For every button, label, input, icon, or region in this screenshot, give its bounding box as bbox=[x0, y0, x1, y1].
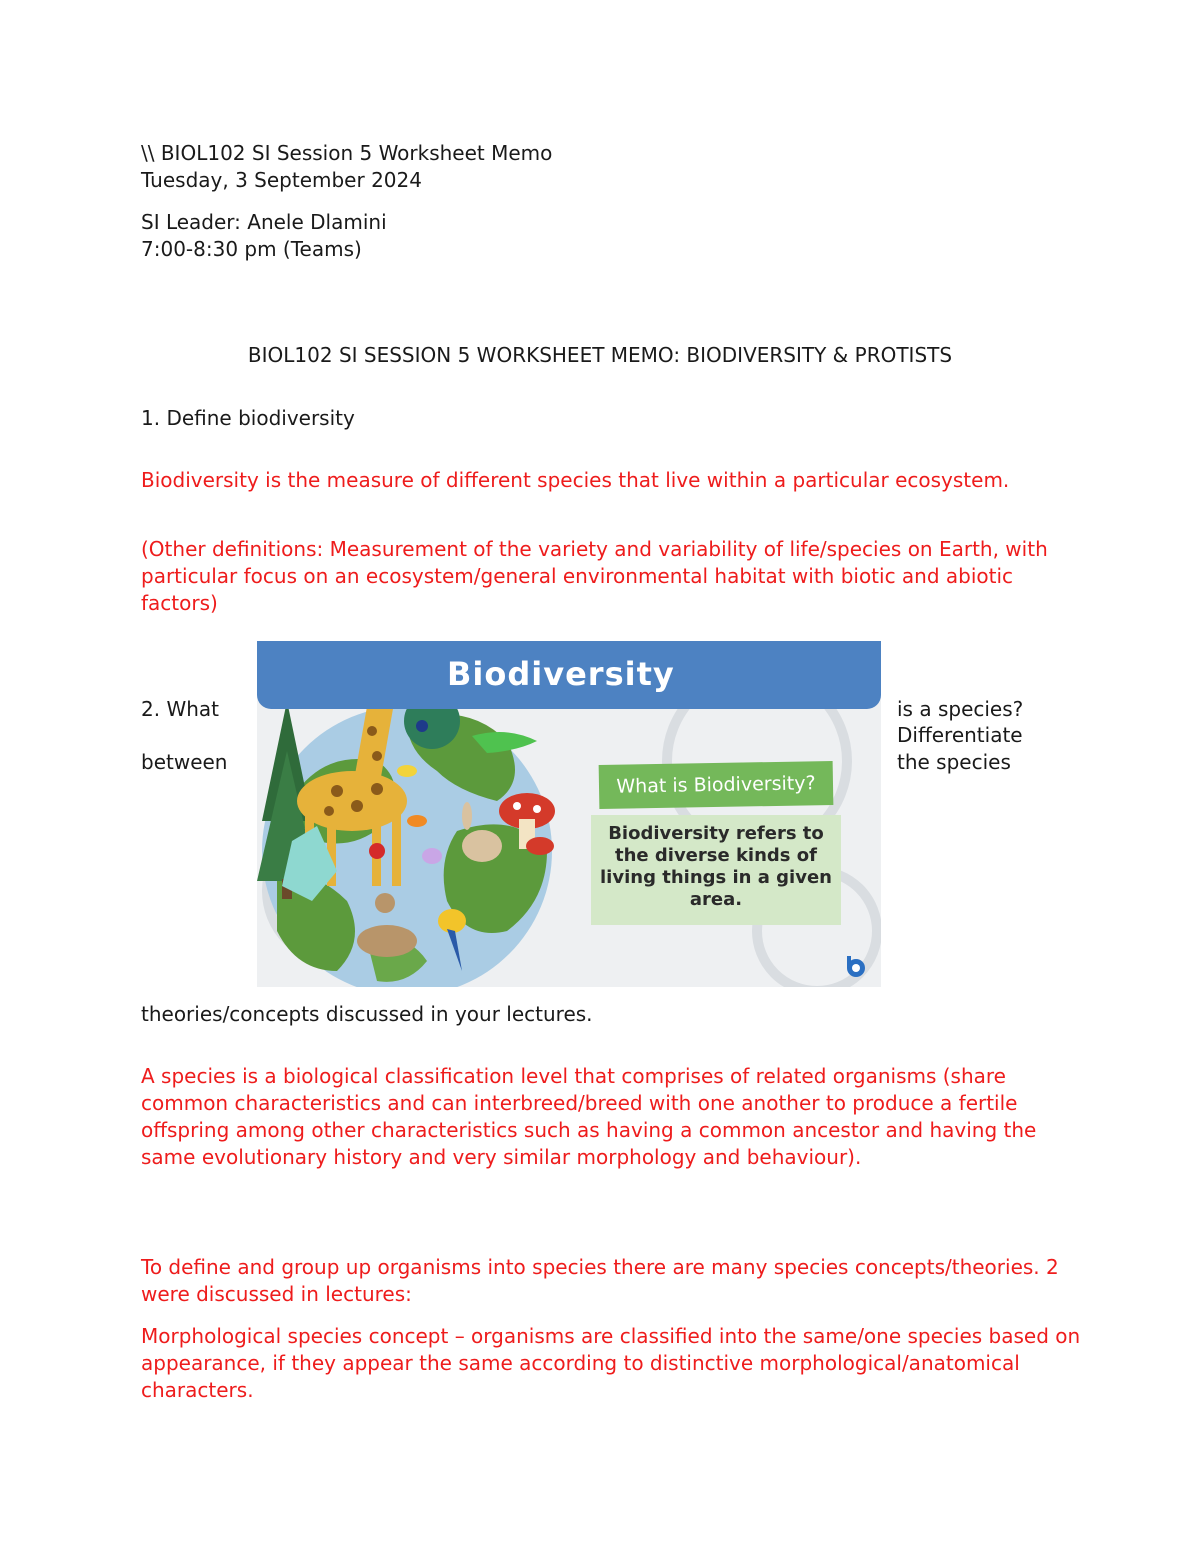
answer-2-species-concepts: To define and group up organisms into species there are many species concepts/theories. 2 were discussed in lectures: bbox=[141, 1255, 1059, 1306]
answer-2-morphological-concept: Morphological species concept – organisms are classified into the same/one species based on appearance, if they appear the same according to distinctive morphological/anatomical characters. bbox=[141, 1324, 1081, 1402]
answer-1-main: Biodiversity is the measure of different species that live within a particular ecosystem. bbox=[141, 468, 1010, 492]
header-time: 7:00-8:30 pm (Teams) bbox=[141, 237, 362, 261]
question-2-right-2: Differentiate bbox=[897, 723, 1023, 747]
figure-question-label: What is Biodiversity? bbox=[599, 761, 834, 809]
question-2-right-3: the species bbox=[897, 750, 1011, 774]
header-date: Tuesday, 3 September 2024 bbox=[141, 168, 422, 192]
figure-title: Biodiversity bbox=[447, 655, 675, 693]
document-title: BIOL102 SI SESSION 5 WORKSHEET MEMO: BIODIVERSITY & PROTISTS bbox=[247, 343, 953, 367]
figure-definition-box: Biodiversity refers to the diverse kinds of living things in a given area. bbox=[591, 815, 841, 925]
question-1: 1. Define biodiversity bbox=[141, 406, 355, 430]
header-leader: SI Leader: Anele Dlamini bbox=[141, 210, 387, 234]
answer-1-other: (Other definitions: Measurement of the variety and variability of life/species on Earth, with particular focus on an ecosystem/general environmental habitat with biotic and abiotic factors) bbox=[141, 537, 1048, 615]
figure-banner bbox=[257, 641, 881, 709]
question-2-right-1: is a species? bbox=[897, 697, 1024, 721]
header-line-1: \\ BIOL102 SI Session 5 Worksheet Memo bbox=[141, 141, 553, 165]
biodiversity-figure bbox=[257, 641, 881, 987]
byjus-logo-icon bbox=[843, 953, 869, 979]
question-2-left-1: 2. What bbox=[141, 697, 219, 721]
answer-2-species-definition: A species is a biological classification level that comprises of related organisms (share common characteristics and can interbreed/breed with one another to produce a fertile offspring among other characteristics such as having a common ancestor and having the same evolutionary history and very similar morphology and behaviour). bbox=[141, 1064, 1037, 1169]
question-2-left-2: between bbox=[141, 750, 228, 774]
question-2-continued: theories/concepts discussed in your lectures. bbox=[141, 1002, 593, 1026]
